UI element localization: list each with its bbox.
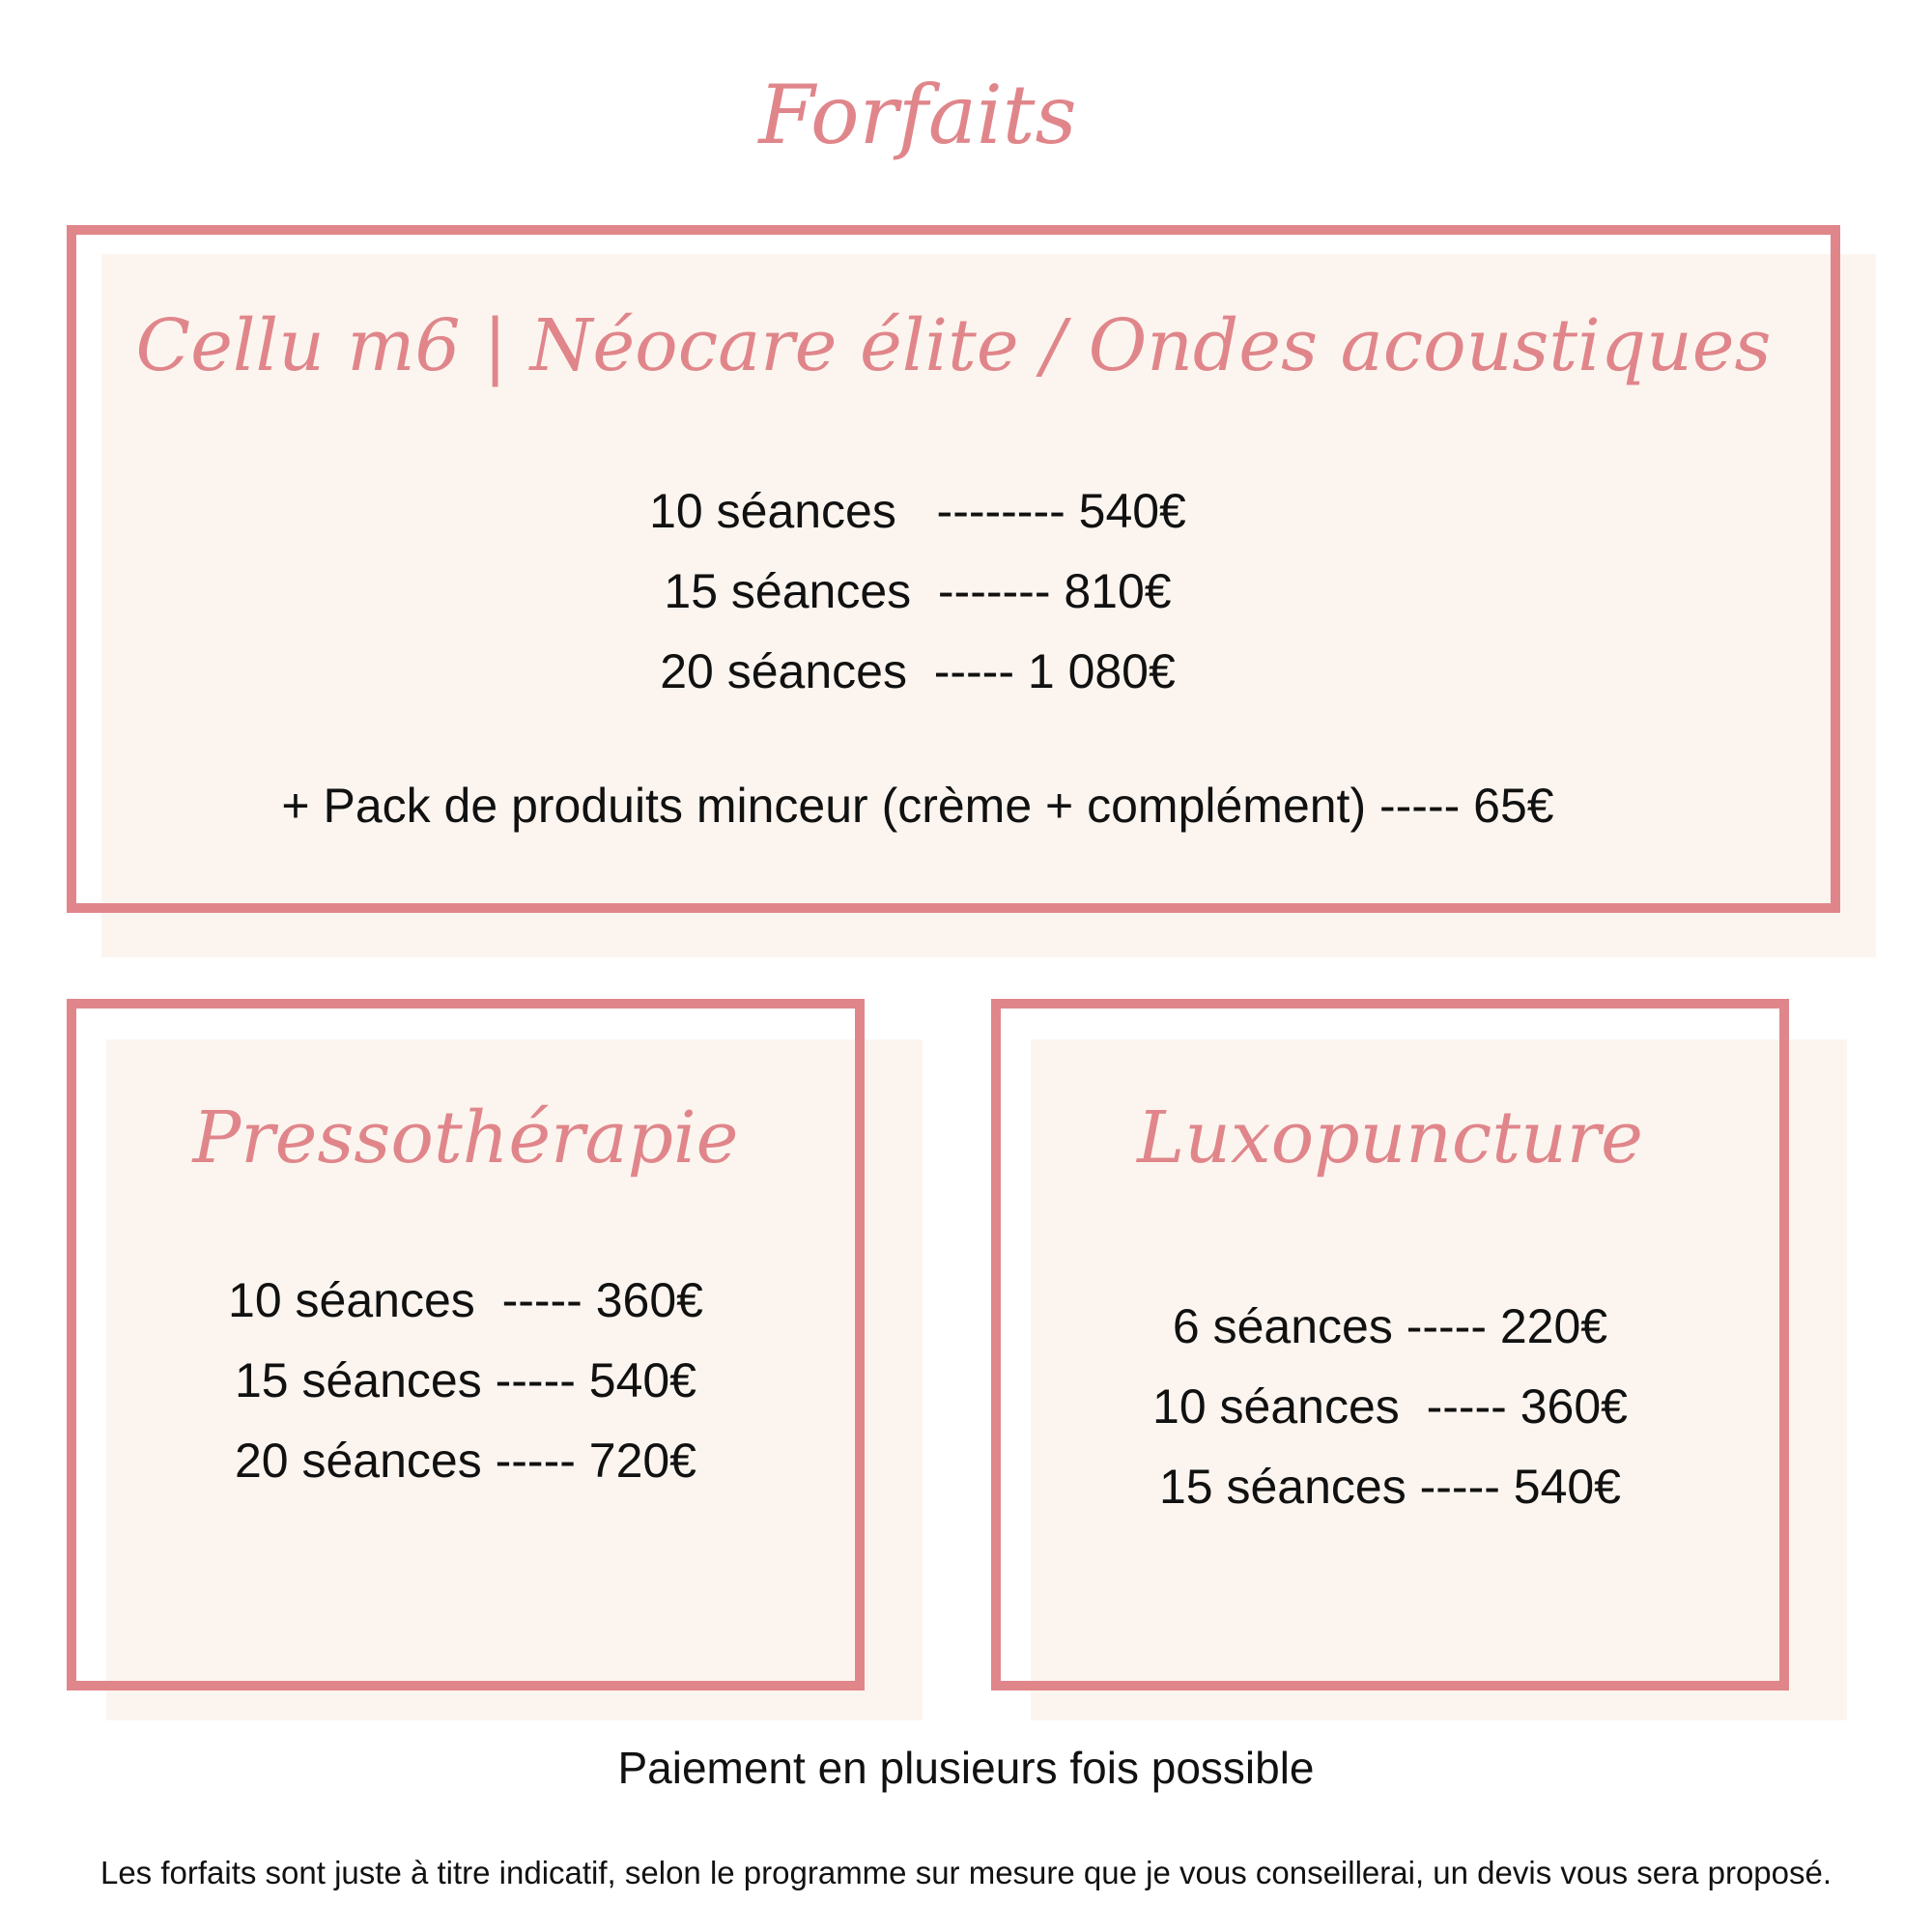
cellu-heading: Cellu m6 | Néocare élite / Ondes acoustiques: [135, 304, 1772, 387]
cellu-price-list: [483, 471, 1352, 712]
cellu-price-row: 10 séances -------- 540€: [649, 484, 1186, 538]
presso-price-row: 10 séances ----- 360€: [228, 1273, 703, 1327]
presso-price-row: 15 séances ----- 540€: [234, 1353, 696, 1407]
presso-price-row: 20 séances ----- 720€: [234, 1434, 696, 1488]
luxo-heading: Luxopuncture: [1137, 1096, 1643, 1179]
presso-heading: Pressothérapie: [192, 1096, 739, 1179]
luxo-price-row: 15 séances ----- 540€: [1158, 1460, 1621, 1514]
luxo-price-list: [1052, 1287, 1728, 1527]
cellu-price-row: 20 séances ----- 1 080€: [660, 644, 1176, 698]
luxo-price-row: 6 séances ----- 220€: [1172, 1299, 1608, 1353]
disclaimer-note: Les forfaits sont juste à titre indicatif, selon le programme sur mesure que je vous conseillerai, un devis vous sera proposé.: [99, 1855, 1833, 1890]
cellu-extra-pack: + Pack de produits minceur (crème + complément) ----- 65€: [281, 779, 1554, 833]
presso-price-list: [128, 1261, 804, 1501]
payment-note: Paiement en plusieurs fois possible: [617, 1743, 1315, 1793]
cellu-price-row: 15 séances ------- 810€: [664, 564, 1172, 618]
luxo-price-row: 10 séances ----- 360€: [1152, 1379, 1628, 1434]
page-title: Forfaits: [758, 68, 1077, 162]
